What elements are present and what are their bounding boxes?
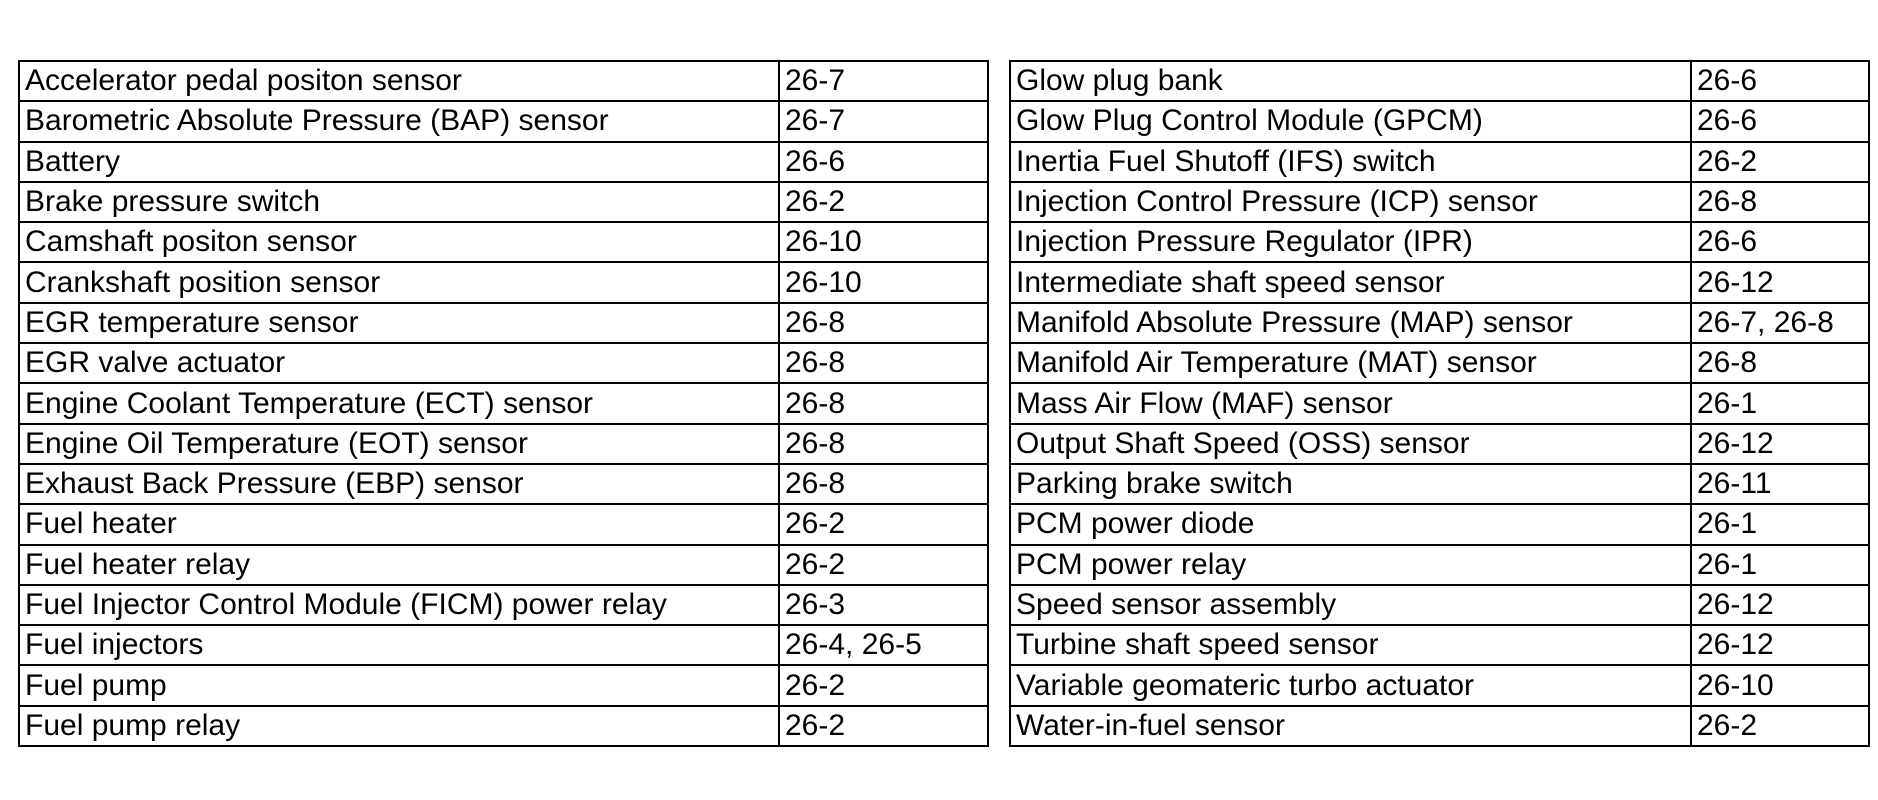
component-name-cell: Fuel heater relay <box>19 545 779 585</box>
table-row <box>1010 665 1869 705</box>
component-name-cell: Speed sensor assembly <box>1010 585 1691 625</box>
page-reference-cell: 26-4, 26-5 <box>779 625 988 665</box>
component-name-cell: Injection Pressure Regulator (IPR) <box>1010 222 1691 262</box>
page-reference-cell: 26-7 <box>779 101 988 141</box>
table-row <box>19 545 988 585</box>
page-reference-cell: 26-6 <box>1691 101 1869 141</box>
component-name-cell: Fuel pump relay <box>19 706 779 746</box>
table-row <box>19 343 988 383</box>
component-name-cell: Mass Air Flow (MAF) sensor <box>1010 383 1691 423</box>
table-row <box>1010 182 1869 222</box>
page-reference-cell: 26-10 <box>779 222 988 262</box>
component-name-cell: Intermediate shaft speed sensor <box>1010 262 1691 302</box>
table-row <box>19 464 988 504</box>
component-name-cell: Engine Oil Temperature (EOT) sensor <box>19 424 779 464</box>
page-reference-cell: 26-6 <box>1691 222 1869 262</box>
page-reference-cell: 26-8 <box>1691 182 1869 222</box>
component-name-cell: Inertia Fuel Shutoff (IFS) switch <box>1010 142 1691 182</box>
table-row <box>1010 383 1869 423</box>
table-row <box>19 101 988 141</box>
table-row <box>19 585 988 625</box>
component-name-cell: Brake pressure switch <box>19 182 779 222</box>
component-name-cell: Battery <box>19 142 779 182</box>
table-row <box>1010 504 1869 544</box>
component-name-cell: Glow Plug Control Module (GPCM) <box>1010 101 1691 141</box>
component-name-cell: Fuel Injector Control Module (FICM) power relay <box>19 585 779 625</box>
component-name-cell: EGR valve actuator <box>19 343 779 383</box>
page-reference-cell: 26-2 <box>779 182 988 222</box>
page-reference-cell: 26-2 <box>779 706 988 746</box>
table-row <box>19 142 988 182</box>
page-reference-cell: 26-12 <box>1691 424 1869 464</box>
component-name-cell: Glow plug bank <box>1010 61 1691 101</box>
page-reference-cell: 26-1 <box>1691 504 1869 544</box>
table-row <box>19 665 988 705</box>
table-row <box>19 61 988 101</box>
component-name-cell: Variable geomateric turbo actuator <box>1010 665 1691 705</box>
table-row <box>19 424 988 464</box>
component-name-cell: PCM power relay <box>1010 545 1691 585</box>
component-name-cell: Barometric Absolute Pressure (BAP) sensor <box>19 101 779 141</box>
table-row <box>1010 222 1869 262</box>
component-name-cell: Manifold Air Temperature (MAT) sensor <box>1010 343 1691 383</box>
table-row <box>1010 303 1869 343</box>
table-row <box>19 625 988 665</box>
component-name-cell: Turbine shaft speed sensor <box>1010 625 1691 665</box>
page-reference-cell: 26-12 <box>1691 625 1869 665</box>
page-reference-cell: 26-8 <box>779 383 988 423</box>
table-row <box>1010 585 1869 625</box>
page-reference-cell: 26-3 <box>779 585 988 625</box>
table-row <box>19 383 988 423</box>
component-name-cell: Water-in-fuel sensor <box>1010 706 1691 746</box>
component-name-cell: PCM power diode <box>1010 504 1691 544</box>
table-row <box>19 504 988 544</box>
table-row <box>1010 343 1869 383</box>
page-reference-cell: 26-8 <box>1691 343 1869 383</box>
page-reference-cell: 26-10 <box>779 262 988 302</box>
component-name-cell: Accelerator pedal positon sensor <box>19 61 779 101</box>
page-reference-cell: 26-6 <box>1691 61 1869 101</box>
table-row <box>1010 545 1869 585</box>
page-reference-cell: 26-2 <box>779 545 988 585</box>
page-reference-cell: 26-1 <box>1691 383 1869 423</box>
right-component-table <box>1009 60 1870 747</box>
table-row <box>1010 625 1869 665</box>
page-reference-cell: 26-2 <box>779 665 988 705</box>
component-name-cell: Exhaust Back Pressure (EBP) sensor <box>19 464 779 504</box>
table-row <box>1010 61 1869 101</box>
page-reference-cell: 26-2 <box>1691 706 1869 746</box>
page-reference-cell: 26-7, 26-8 <box>1691 303 1869 343</box>
component-name-cell: Parking brake switch <box>1010 464 1691 504</box>
table-row <box>1010 464 1869 504</box>
component-name-cell: Camshaft positon sensor <box>19 222 779 262</box>
left-component-table <box>18 60 989 747</box>
page-reference-cell: 26-2 <box>779 504 988 544</box>
component-name-cell: Engine Coolant Temperature (ECT) sensor <box>19 383 779 423</box>
component-name-cell: Crankshaft position sensor <box>19 262 779 302</box>
table-row <box>1010 142 1869 182</box>
table-row <box>1010 262 1869 302</box>
component-name-cell: Output Shaft Speed (OSS) sensor <box>1010 424 1691 464</box>
page-reference-cell: 26-10 <box>1691 665 1869 705</box>
component-name-cell: Injection Control Pressure (ICP) sensor <box>1010 182 1691 222</box>
component-name-cell: Fuel pump <box>19 665 779 705</box>
page-reference-cell: 26-6 <box>779 142 988 182</box>
page-reference-cell: 26-11 <box>1691 464 1869 504</box>
component-name-cell: Fuel heater <box>19 504 779 544</box>
page-reference-cell: 26-12 <box>1691 585 1869 625</box>
table-row <box>19 706 988 746</box>
table-row <box>1010 424 1869 464</box>
table-row <box>1010 101 1869 141</box>
component-name-cell: Fuel injectors <box>19 625 779 665</box>
page-reference-cell: 26-12 <box>1691 262 1869 302</box>
table-row <box>1010 706 1869 746</box>
table-row <box>19 222 988 262</box>
page-reference-cell: 26-2 <box>1691 142 1869 182</box>
page-reference-cell: 26-8 <box>779 303 988 343</box>
page-reference-cell: 26-8 <box>779 343 988 383</box>
page-reference-cell: 26-7 <box>779 61 988 101</box>
component-name-cell: EGR temperature sensor <box>19 303 779 343</box>
table-row <box>19 182 988 222</box>
component-name-cell: Manifold Absolute Pressure (MAP) sensor <box>1010 303 1691 343</box>
table-row <box>19 262 988 302</box>
page-reference-cell: 26-1 <box>1691 545 1869 585</box>
table-row <box>19 303 988 343</box>
page-reference-cell: 26-8 <box>779 424 988 464</box>
page-reference-cell: 26-8 <box>779 464 988 504</box>
